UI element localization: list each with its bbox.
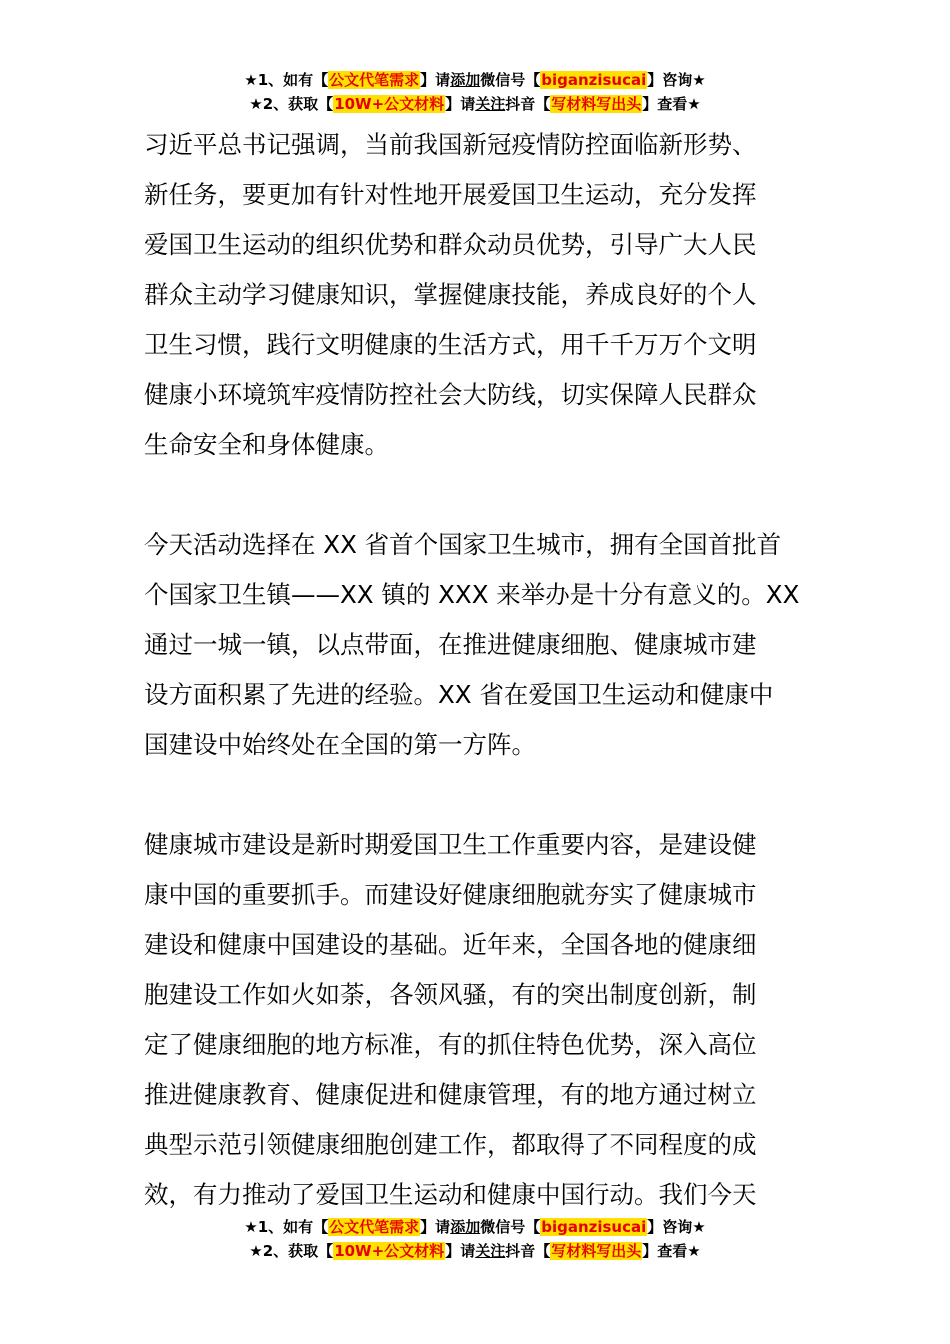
document-body: [144, 120, 808, 1220]
promo-underlined-word: 关注: [475, 95, 506, 113]
promo-text: ★1、如有【: [244, 71, 329, 89]
text-line: 群众主动学习健康知识，掌握健康技能，养成良好的个人: [144, 280, 757, 309]
text-line: 健康小环境筑牢疫情防控社会大防线，切实保障人民群众: [144, 380, 757, 409]
paragraph-1: [144, 120, 808, 470]
promo-highlight-douyin: 写材料写出头: [551, 1242, 642, 1260]
promo-text: 】查看★: [642, 95, 701, 113]
text-line: 设方面积累了先进的经验。XX 省在爱国卫生运动和健康中: [144, 680, 774, 709]
promo-underlined-word: 关注: [475, 1242, 506, 1260]
promo-text: 抖音【: [505, 95, 551, 113]
promo-text: 抖音【: [505, 1242, 551, 1260]
promo-line-1: [0, 1215, 950, 1239]
promo-text: 微信号【: [480, 71, 541, 89]
promo-text: 】咨询★: [647, 1218, 706, 1236]
promo-line-1: [0, 68, 950, 92]
promo-text: 微信号【: [480, 1218, 541, 1236]
text-line: 推进健康教育、健康促进和健康管理，有的地方通过树立: [144, 1080, 757, 1109]
promo-highlight-service: 公文代笔需求: [329, 71, 420, 89]
text-line: 定了健康细胞的地方标准，有的抓住特色优势，深入高位: [144, 1030, 757, 1059]
promo-highlight-douyin: 写材料写出头: [551, 95, 642, 113]
paragraph-spacer: [144, 470, 808, 520]
promo-text: ★1、如有【: [244, 1218, 329, 1236]
promo-text: 】请: [420, 1218, 451, 1236]
promo-highlight-wechat-id: biganzisucai: [541, 71, 647, 89]
text-line: 建设和健康中国建设的基础。近年来，全国各地的健康细: [144, 930, 757, 959]
promo-text: 】请: [420, 71, 451, 89]
promo-text: 】请: [445, 1242, 476, 1260]
text-line: 新任务，要更加有针对性地开展爱国卫生运动，充分发挥: [144, 180, 757, 209]
text-line: 健康城市建设是新时期爱国卫生工作重要内容，是建设健: [144, 830, 757, 859]
promo-line-2: [0, 92, 950, 116]
promo-header: [0, 68, 950, 116]
text-line: 习近平总书记强调，当前我国新冠疫情防控面临新形势、: [144, 130, 757, 159]
promo-text: 】请: [445, 95, 476, 113]
promo-highlight-materials: 10W+公文材料: [334, 1242, 445, 1260]
paragraph-3: [144, 820, 808, 1220]
promo-highlight-wechat-id: biganzisucai: [541, 1218, 647, 1236]
text-line: 爱国卫生运动的组织优势和群众动员优势，引导广大人民: [144, 230, 757, 259]
promo-text: ★2、获取【: [249, 95, 334, 113]
text-line: 康中国的重要抓手。而建设好健康细胞就夯实了健康城市: [144, 880, 757, 909]
text-line: 今天活动选择在 XX 省首个国家卫生城市，拥有全国首批首: [144, 530, 782, 559]
text-line: 卫生习惯，践行文明健康的生活方式，用千千万万个文明: [144, 330, 757, 359]
promo-highlight-materials: 10W+公文材料: [334, 95, 445, 113]
paragraph-spacer: [144, 770, 808, 820]
promo-text: 】查看★: [642, 1242, 701, 1260]
text-line: 国建设中始终处在全国的第一方阵。: [144, 730, 536, 759]
promo-text: ★2、获取【: [249, 1242, 334, 1260]
promo-line-2: [0, 1239, 950, 1263]
promo-underlined-word: 添加: [450, 71, 481, 89]
promo-footer: [0, 1215, 950, 1263]
text-line: 胞建设工作如火如荼，各领风骚，有的突出制度创新，制: [144, 980, 757, 1009]
promo-highlight-service: 公文代笔需求: [329, 1218, 420, 1236]
text-line: 生命安全和身体健康。: [144, 430, 389, 459]
text-line: 个国家卫生镇——XX 镇的 XXX 来举办是十分有意义的。XX: [144, 580, 800, 609]
text-line: 效，有力推动了爱国卫生运动和健康中国行动。我们今天: [144, 1180, 757, 1209]
paragraph-2: [144, 520, 808, 770]
promo-text: 】咨询★: [647, 71, 706, 89]
promo-underlined-word: 添加: [450, 1218, 481, 1236]
text-line: 典型示范引领健康细胞创建工作，都取得了不同程度的成: [144, 1130, 757, 1159]
text-line: 通过一城一镇，以点带面，在推进健康细胞、健康城市建: [144, 630, 757, 659]
